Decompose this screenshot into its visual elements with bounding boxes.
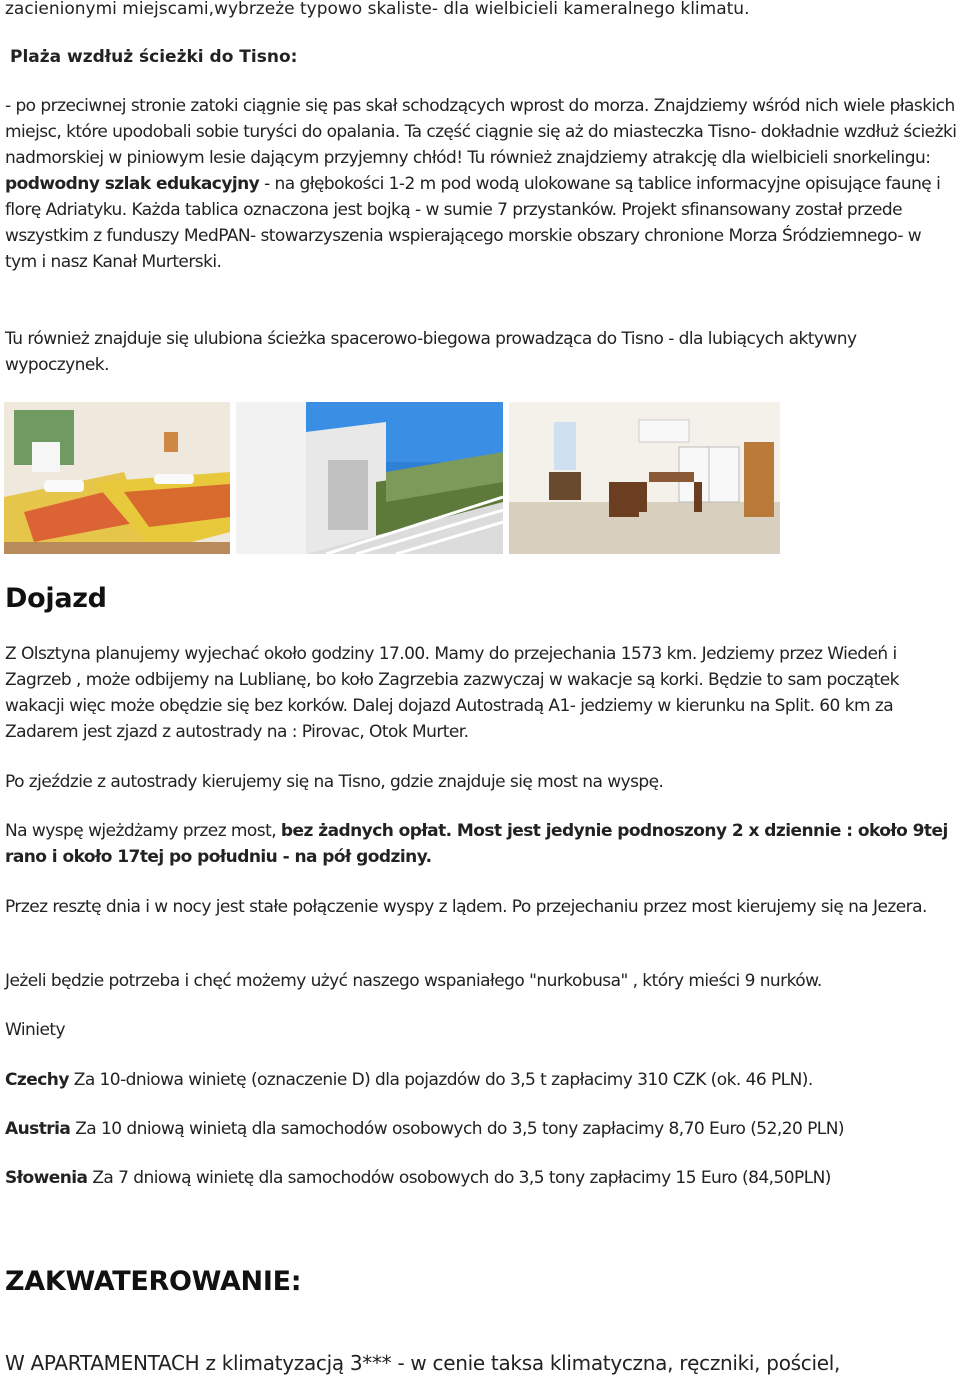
text-span: Tu również znajdziemy atrakcję dla wielbicieli snorkelingu:	[462, 148, 931, 168]
text-span: Za 7 dniową winietę dla samochodów osobowych do 3,5 tony zapłacimy 15 Euro (84,50PLN)	[87, 1168, 831, 1188]
text-span: Za 10-dniowa winietę (oznaczenie D) dla pojazdów do 3,5 t zapłacimy 310 CZK (ok. 46 PLN).	[68, 1070, 813, 1090]
paragraph-connection: Przez resztę dnia i w nocy jest stałe połączenie wyspy z lądem. Po przejechaniu przez most kierujemy się na Jezera.	[5, 897, 927, 917]
paragraph-path: Tu również znajduje się ulubiona ścieżka spacerowo-biegowa prowadząca do Tisno - dla lubiących aktywny wypoczynek.	[5, 329, 857, 375]
winiety-label: Winiety	[5, 1020, 65, 1040]
paragraph-tisno: Po zjeździe z autostrady kierujemy się na Tisno, gdzie znajduje się most na wyspę.	[5, 772, 664, 792]
bold-phrase: podwodny szlak edukacyjny	[5, 174, 260, 194]
paragraph-nurkobus: Jeżeli będzie potrzeba i chęć możemy użyć naszego wspaniałego "nurkobusa" , który mieści 9 nurków.	[5, 971, 822, 991]
intro-line: zacienionymi miejscami,wybrzeże typowo skaliste- dla wielbicieli kameralnego klimatu.	[5, 0, 750, 19]
balcony-photo	[236, 402, 503, 554]
text-span: Ta część ciągnie się aż do miasteczka Tisno- dokładnie wzdłuż ścieżki nadmorskiej w piniowym lesie dającym przyjemny chłód!	[5, 122, 957, 168]
bedroom-photo	[4, 402, 230, 554]
vignette-czechy	[5, 1067, 957, 1093]
text-span: Za 10 dniową winietą dla samochodów osobowych do 3,5 tony zapłacimy 8,70 Euro (52,20 PLN)	[70, 1119, 844, 1139]
text-span: Znajdziemy wśród nich wiele płaskich miejsc, które upodobali sobie turyści do opalania.	[5, 96, 955, 142]
country-label: Słowenia	[5, 1168, 88, 1188]
paragraph-plaza	[5, 93, 957, 275]
vignette-austria	[5, 1116, 957, 1142]
accommodation-line: W APARTAMENTACH z klimatyzacją 3*** - w cenie taksa klimatyczna, ręczniki, pościel,	[5, 1351, 841, 1375]
text-span: - po przeciwnej stronie zatoki ciągnie się pas skał schodzących wprost do morza.	[5, 96, 649, 116]
paragraph-bridge	[5, 818, 957, 870]
section-heading-dojazd: Dojazd	[5, 583, 107, 614]
text-span: - na głębokości 1-2 m pod wodą ulokowane są tablice informacyjne opisujące faunę i florę Adriatyku.	[5, 174, 941, 220]
country-label: Czechy	[5, 1070, 69, 1090]
section-heading-zakwaterowanie: ZAKWATEROWANIE:	[5, 1266, 302, 1297]
paragraph-route: Z Olsztyna planujemy wyjechać około godziny 17.00. Mamy do przejechania 1573 km. Jedziemy przez Wiedeń i Zagrzeb , może odbijemy na Lublianę, bo koło Zagrzebia zazwyczaj w wakacje są korki. Będzie to sam początek wakacji więc może obędzie się bez korków. Dalej dojazd Autostradą A1- jedziemy w kierunku na Split. 60 km za Zadarem jest zjazd z autostrady na : Pirovac, Otok Murter.	[5, 644, 899, 742]
text-span: Na wyspę wjeżdżamy przez most,	[5, 821, 281, 841]
bold-phrase: bez żadnych opłat. Most jest jedynie podnoszony 2 x dziennie : około 9tej rano i około 17tej po południu - na pół godziny.	[5, 821, 948, 867]
section-heading-plaza: Plaża wzdłuż ścieżki do Tisno:	[10, 47, 298, 67]
text-span: Projekt sfinansowany został przede wszystkim z funduszy MedPAN- stowarzyszenia wspierającego morskie obszary chronione Morza Śródziemnego- w tym i nasz Kanał Murterski.	[5, 200, 922, 272]
country-label: Austria	[5, 1119, 71, 1139]
text-span: Każda tablica oznaczona jest bojką - w sumie 7 przystanków.	[126, 200, 617, 220]
kitchen-living-room-photo	[509, 402, 780, 554]
vignette-slowenia	[5, 1165, 957, 1191]
